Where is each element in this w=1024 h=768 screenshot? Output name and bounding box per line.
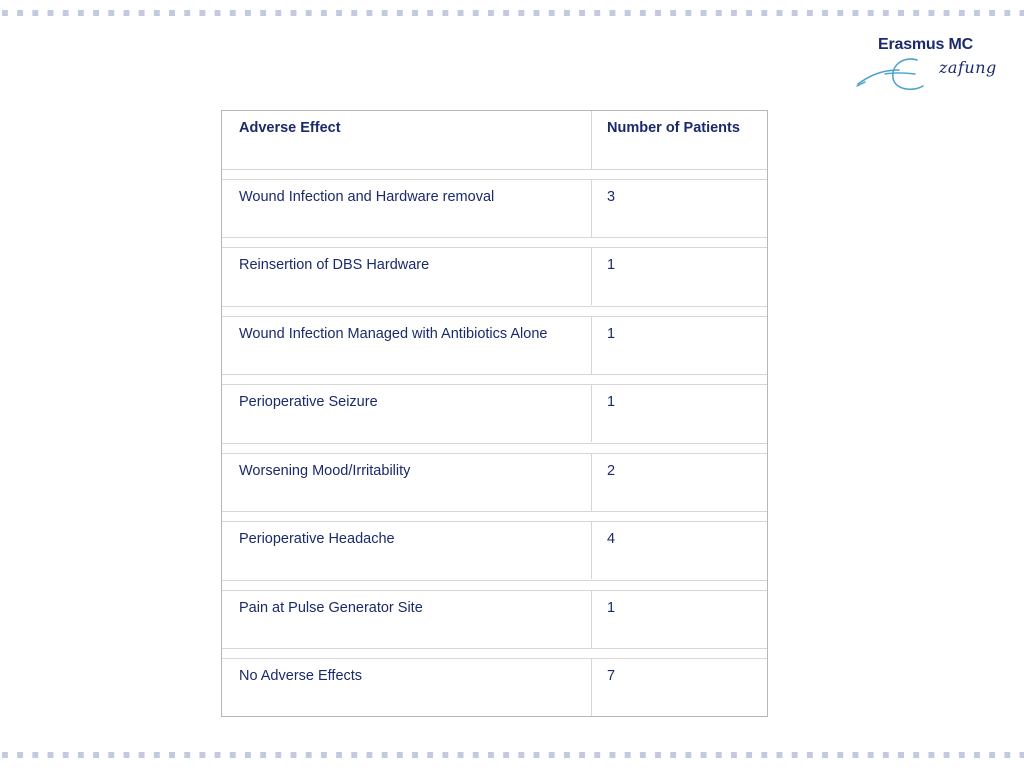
top-dot-strip xyxy=(0,10,1024,16)
row-gap xyxy=(222,443,767,453)
column-divider xyxy=(591,591,592,648)
table-row xyxy=(222,590,767,648)
column-divider xyxy=(591,385,592,442)
table-row xyxy=(222,453,767,511)
header-adverse-effect: Adverse Effect xyxy=(239,120,341,136)
table-row xyxy=(222,179,767,237)
table-header-row xyxy=(222,111,767,169)
column-divider xyxy=(591,522,592,579)
column-divider xyxy=(591,659,592,716)
column-divider xyxy=(591,248,592,305)
column-divider xyxy=(591,454,592,511)
row-adverse-effect: Reinsertion of DBS Hardware xyxy=(239,257,430,273)
row-adverse-effect: Perioperative Headache xyxy=(239,531,395,547)
row-adverse-effect: Pain at Pulse Generator Site xyxy=(239,600,423,616)
bottom-dot-strip xyxy=(0,752,1024,758)
row-number-of-patients: 3 xyxy=(607,189,616,205)
row-number-of-patients: 2 xyxy=(607,463,616,479)
table-row xyxy=(222,521,767,579)
column-divider xyxy=(591,180,592,237)
column-divider xyxy=(591,111,592,169)
table-row xyxy=(222,316,767,374)
logo-script-text: zafung xyxy=(939,58,997,77)
row-number-of-patients: 1 xyxy=(607,600,616,616)
header-number-of-patients: Number of Patients xyxy=(607,120,740,136)
row-adverse-effect: Wound Infection Managed with Antibiotics Alone xyxy=(239,326,548,342)
row-adverse-effect: Wound Infection and Hardware removal xyxy=(239,189,495,205)
row-gap xyxy=(222,237,767,247)
adverse-effects-table xyxy=(221,110,768,717)
table-row xyxy=(222,384,767,442)
logo-brand-text: Erasmus MC xyxy=(878,36,973,53)
row-gap xyxy=(222,169,767,179)
table-row xyxy=(222,247,767,305)
row-number-of-patients: 1 xyxy=(607,394,616,410)
row-adverse-effect: Perioperative Seizure xyxy=(239,394,378,410)
row-adverse-effect: No Adverse Effects xyxy=(239,668,363,684)
row-gap xyxy=(222,306,767,316)
row-gap xyxy=(222,580,767,590)
row-gap xyxy=(222,374,767,384)
row-number-of-patients: 1 xyxy=(607,257,616,273)
row-number-of-patients: 7 xyxy=(607,668,616,684)
row-number-of-patients: 1 xyxy=(607,326,616,342)
erasmus-mc-logo xyxy=(855,36,1005,98)
row-gap xyxy=(222,648,767,658)
row-number-of-patients: 4 xyxy=(607,531,616,547)
row-adverse-effect: Worsening Mood/Irritability xyxy=(239,463,411,479)
row-gap xyxy=(222,511,767,521)
column-divider xyxy=(591,317,592,374)
table-row xyxy=(222,658,767,716)
